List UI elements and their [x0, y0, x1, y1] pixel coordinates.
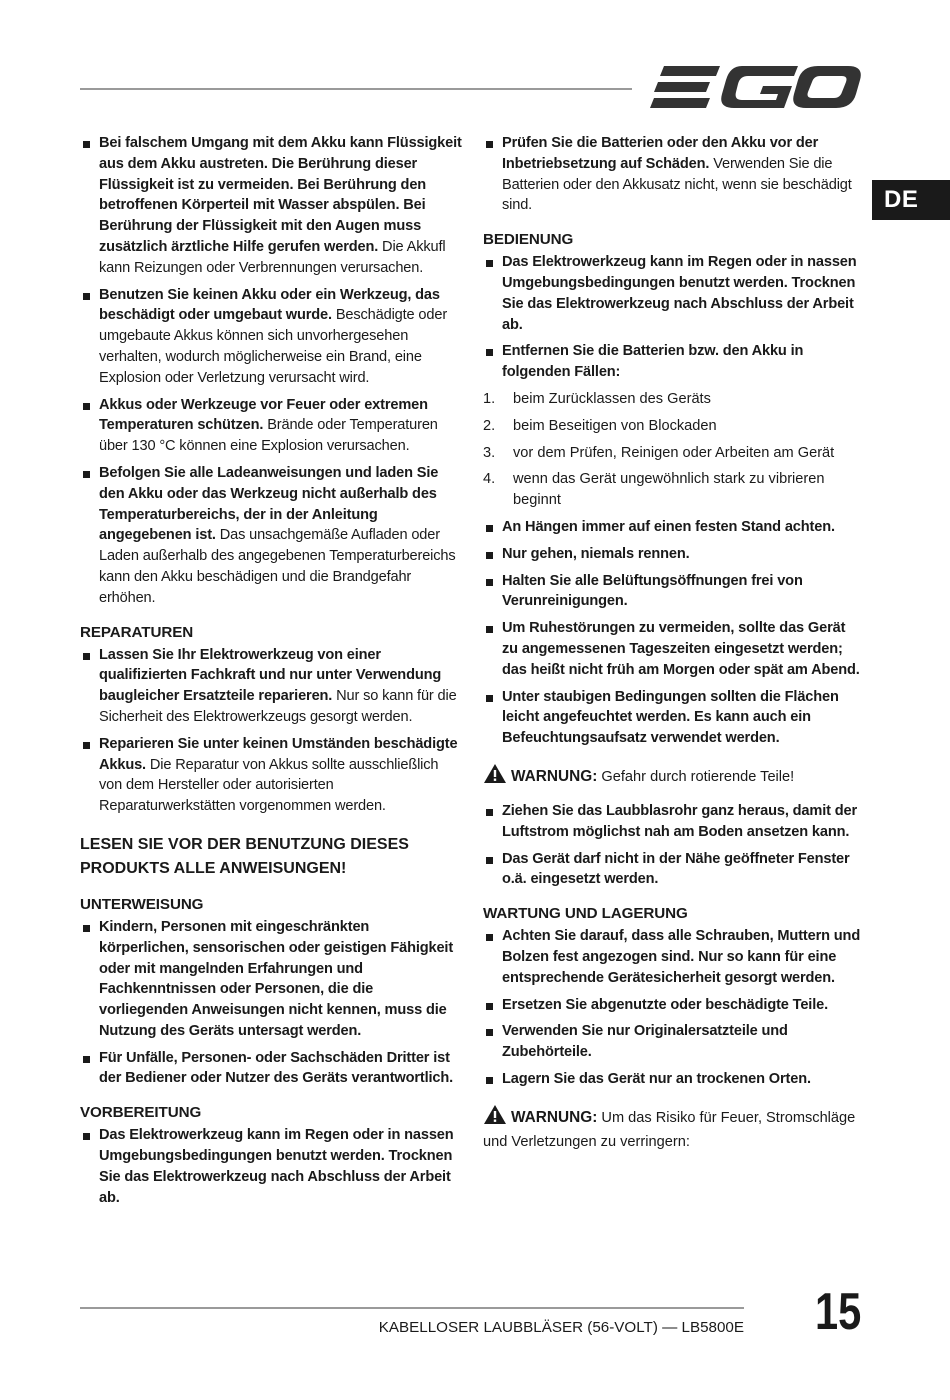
- list-item: Achten Sie darauf, dass alle Schrauben, Muttern und Bolzen fest angezogen sind. Nur so kann für eine entsprechende Gerätesicherheit gesorgt werden.: [483, 926, 865, 988]
- list-item: Das Gerät darf nicht in der Nähe geöffneter Fenster o.ä. eingesetzt werden.: [483, 849, 865, 891]
- read-instructions-heading: LESEN SIE VOR DER BENUTZUNG DIESES PRODUKTS ALLE ANWEISUNGEN!: [80, 835, 409, 877]
- ego-logo: [650, 62, 862, 114]
- list-item: Benutzen Sie keinen Akku oder ein Werkzeug, das beschädigt oder umgebaut wurde. Beschädigte oder umgebaute Akkus können sich unvorhergesehen verhalten, wodurch möglicherweise ein Brand, eine Explosion oder Verletzung verursacht wird.: [80, 285, 462, 389]
- list-item: Unter staubigen Bedingungen sollten die Flächen leicht angefeuchtet werden. Es kann auch ein Befeuchtungsaufsatz verwendet werden.: [483, 687, 865, 749]
- list-item: Akkus oder Werkzeuge vor Feuer oder extremen Temperaturen schützen. Brände oder Temperaturen über 130 °C können eine Explosion verursachen.: [80, 395, 462, 457]
- numbered-item: 4. wenn das Gerät ungewöhnlich stark zu vibrieren beginnt: [483, 471, 825, 509]
- section-title-unterweisung: UNTERWEISUNG: [80, 895, 204, 913]
- list-item: Um Ruhestörungen zu vermeiden, sollte das Gerät zu angemessenen Tageszeiten eingesetzt werden; das heißt nicht früh am Morgen oder spät am Abend.: [483, 618, 865, 680]
- section-title-bedienung: BEDIENUNG: [483, 231, 574, 249]
- list-item: Nur gehen, niemals rennen.: [483, 544, 865, 565]
- list-item: Kindern, Personen mit eingeschränkten körperlichen, sensorischen oder geistigen Fähigkeit oder mit mangelnden Erfahrungen und Fachkenntnissen oder Personen, die die vorliegenden Anweisungen nicht kennen, muss die Nutzung des Geräts untersagt werden.: [80, 917, 462, 1042]
- footer-rule: [80, 1307, 744, 1309]
- warning-fire-shock: WARNUNG: Um das Risiko für Feuer, Stromschläge und Verletzungen zu verringern:: [483, 1104, 865, 1153]
- list-item: An Hängen immer auf einen festen Stand achten.: [483, 517, 865, 538]
- list-item: Befolgen Sie alle Ladeanweisungen und laden Sie den Akku oder das Werkzeug nicht außerhalb des Temperaturbereichs, der in der Anleitung angegebenen ist. Das unsachgemäße Aufladen oder Laden außerhalb des angegebenen Temperaturbereichs kann den Akku beschädigen und die Brandgefahr erhöhen.: [80, 463, 462, 609]
- list-item: Verwenden Sie nur Originalersatzteile und Zubehörteile.: [483, 1021, 865, 1063]
- numbered-item: 1. beim Zurücklassen des Geräts: [483, 390, 711, 407]
- language-tab: DE: [872, 180, 950, 220]
- list-item: Halten Sie alle Belüftungsöffnungen frei von Verunreinigungen.: [483, 571, 865, 613]
- section-title-vorbereitung: VORBEREITUNG: [80, 1104, 202, 1122]
- right-column: [483, 133, 865, 1163]
- list-item: Lassen Sie Ihr Elektrowerkzeug von einer qualifizierten Fachkraft und nur unter Verwendung baugleicher Ersatzteile reparieren. Nur so kann für die Sicherheit des Elektrowerkzeugs gesorgt werden.: [80, 645, 462, 728]
- list-item: Das Elektrowerkzeug kann im Regen oder in nassen Umgebungsbedingungen benutzt werden. Trocknen Sie das Elektrowerkzeug nach Abschluss der Arbeit ab.: [483, 252, 865, 335]
- list-item: Für Unfälle, Personen- oder Sachschäden Dritter ist der Bediener oder Nutzer des Geräts verantwortlich.: [80, 1048, 462, 1090]
- list-item: Entfernen Sie die Batterien bzw. den Akku in folgenden Fällen:: [483, 341, 865, 383]
- warning-triangle-icon: [483, 1104, 507, 1132]
- warning-rotating-parts: WARNUNG: Gefahr durch rotierende Teile!: [483, 763, 865, 791]
- intro-bullets: [80, 133, 462, 609]
- list-item: Prüfen Sie die Batterien oder den Akku vor der Inbetriebsetzung auf Schäden. Verwenden Sie die Batterien oder den Akkusatz nicht, wenn sie beschädigt sind.: [483, 133, 865, 216]
- warning-triangle-icon: [483, 763, 507, 791]
- page-number: 15: [815, 1283, 862, 1341]
- list-item: Das Elektrowerkzeug kann im Regen oder in nassen Umgebungsbedingungen benutzt werden. Trocknen Sie das Elektrowerkzeug nach Abschluss der Arbeit ab.: [80, 1125, 462, 1208]
- numbered-item: 2. beim Beseitigen von Blockaden: [483, 417, 717, 434]
- numbered-item: 3. vor dem Prüfen, Reinigen oder Arbeiten am Gerät: [483, 444, 835, 461]
- footer-product-title: KABELLOSER LAUBBLÄSER (56-VOLT) — LB5800E: [378, 1319, 744, 1336]
- list-item: Ersetzen Sie abgenutzte oder beschädigte Teile.: [483, 995, 865, 1016]
- section-title-wartung: WARTUNG UND LAGERUNG: [483, 905, 688, 923]
- list-item: Ziehen Sie das Laubblasrohr ganz heraus, damit der Luftstrom möglichst nah am Boden ansetzen kann.: [483, 801, 865, 843]
- left-column: [80, 133, 462, 1214]
- section-title-reparaturen: REPARATUREN: [80, 623, 194, 641]
- list-item: Reparieren Sie unter keinen Umständen beschädigte Akkus. Die Reparatur von Akkus sollte ausschließlich von dem Hersteller oder autorisierten Reparaturwerkstätten vorgenommen werden.: [80, 734, 462, 817]
- header-rule: [80, 88, 632, 90]
- list-item: Bei falschem Umgang mit dem Akku kann Flüssigkeit aus dem Akku austreten. Die Berührung dieser Flüssigkeit ist zu vermeiden. Bei Berührung den betroffenen Körperteil mit Wasser abspülen. Bei Berührung der Flüssigkeit mit den Augen muss zusätzlich ärztliche Hilfe gerufen werden. Die Akkufl kann Reizungen oder Verbrennungen verursachen.: [80, 133, 462, 279]
- list-item: Lagern Sie das Gerät nur an trockenen Orten.: [483, 1069, 865, 1090]
